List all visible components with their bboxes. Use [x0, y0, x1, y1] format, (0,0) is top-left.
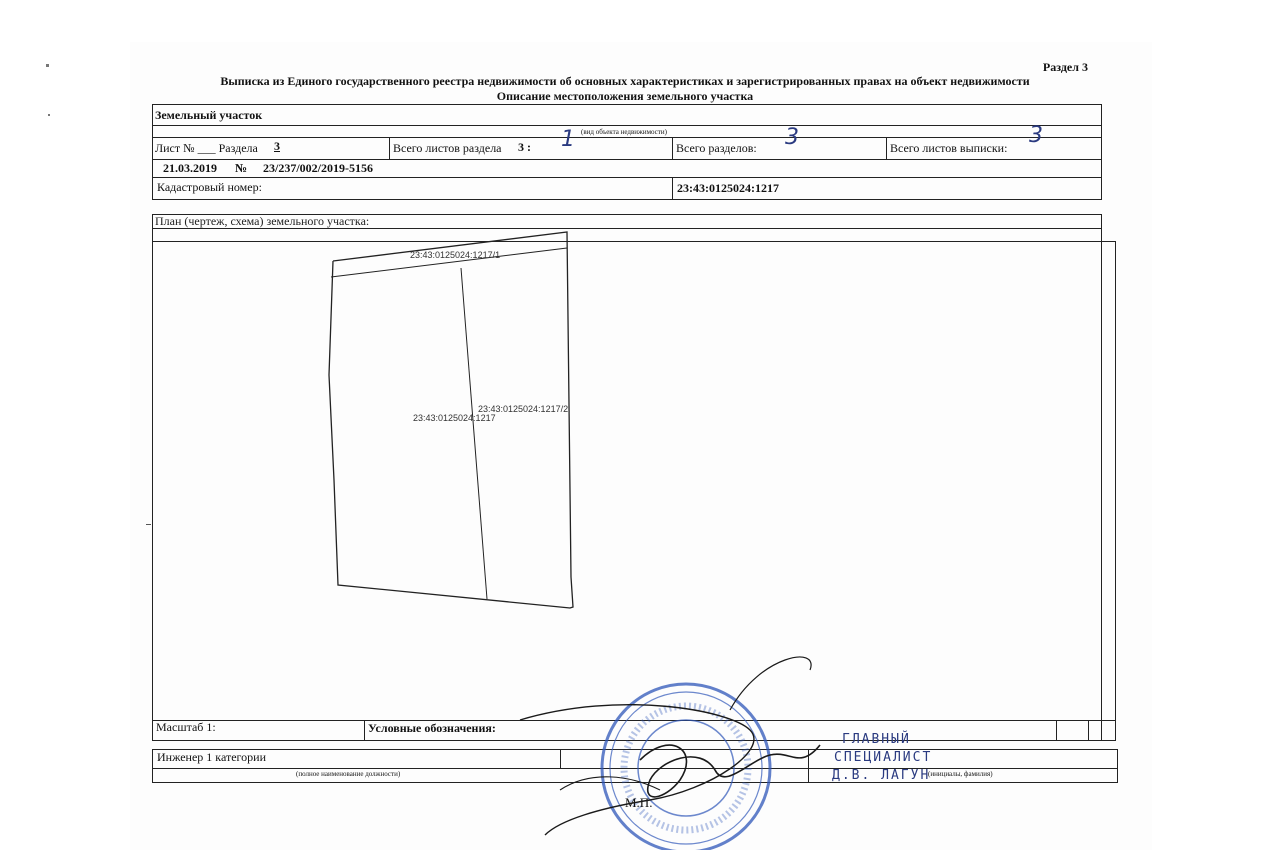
object-type: Земельный участок: [155, 108, 263, 122]
number-sign: №: [235, 161, 248, 175]
sheets-in-section-handwritten: 1: [561, 127, 575, 152]
sheets-in-section-value: 3 :: [518, 140, 531, 154]
scan-mark: [48, 114, 50, 116]
section-no: 3: [274, 139, 280, 153]
sheet-no-label: Лист № ___ Раздела: [155, 141, 258, 155]
handwritten-signature: [500, 650, 850, 850]
stamp-name: Д.В. ЛАГУН: [832, 768, 931, 783]
info-table: [152, 104, 1102, 200]
scale-label: Масштаб 1:: [156, 720, 216, 734]
position-title: Инженер 1 категории: [157, 750, 266, 764]
object-type-caption: (вид объекта недвижимости): [581, 128, 667, 136]
name-caption: (инициалы, фамилия): [928, 770, 993, 778]
seal-mark: М.П.: [625, 795, 653, 810]
stamp-position-line1: ГЛАВНЫЙ: [842, 732, 911, 747]
document-title: Выписка из Единого государственного реестра недвижимости об основных характеристиках и зарегистрированных правах на объект недвижимости: [220, 74, 1030, 88]
sheets-total-label: Всего листов выписки:: [890, 141, 1008, 155]
record-number: 23/237/002/2019-5156: [263, 161, 373, 175]
sheets-in-section-label: Всего листов раздела: [393, 141, 502, 155]
sheets-total-handwritten: 3: [1029, 123, 1043, 148]
scan-mark: [46, 64, 49, 67]
scan-mark: [146, 524, 151, 525]
parcel-part2-boundary: [461, 268, 487, 599]
cadastral-number: 23:43:0125024:1217: [677, 181, 779, 195]
parcel-main-label: 23:43:0125024:1217: [413, 413, 496, 423]
parcel-drawing: [300, 225, 600, 625]
legend-label: Условные обозначения:: [368, 721, 496, 735]
cadastral-label: Кадастровый номер:: [157, 180, 262, 194]
sections-total-handwritten: 3: [785, 125, 799, 150]
record-date: 21.03.2019: [163, 161, 217, 175]
plan-caption: План (чертеж, схема) земельного участка:: [155, 214, 370, 228]
parcel-part1-label: 23:43:0125024:1217/1: [410, 250, 501, 260]
position-caption: (полное наименование должности): [296, 770, 401, 778]
document-subtitle: Описание местоположения земельного участка: [496, 89, 754, 103]
section-label: Раздел 3: [1042, 60, 1088, 74]
stamp-position-line2: СПЕЦИАЛИСТ: [834, 750, 933, 765]
parcel-part2-label: 23:43:0125024:1217/2: [478, 404, 569, 414]
sections-total-label: Всего разделов:: [676, 141, 757, 155]
